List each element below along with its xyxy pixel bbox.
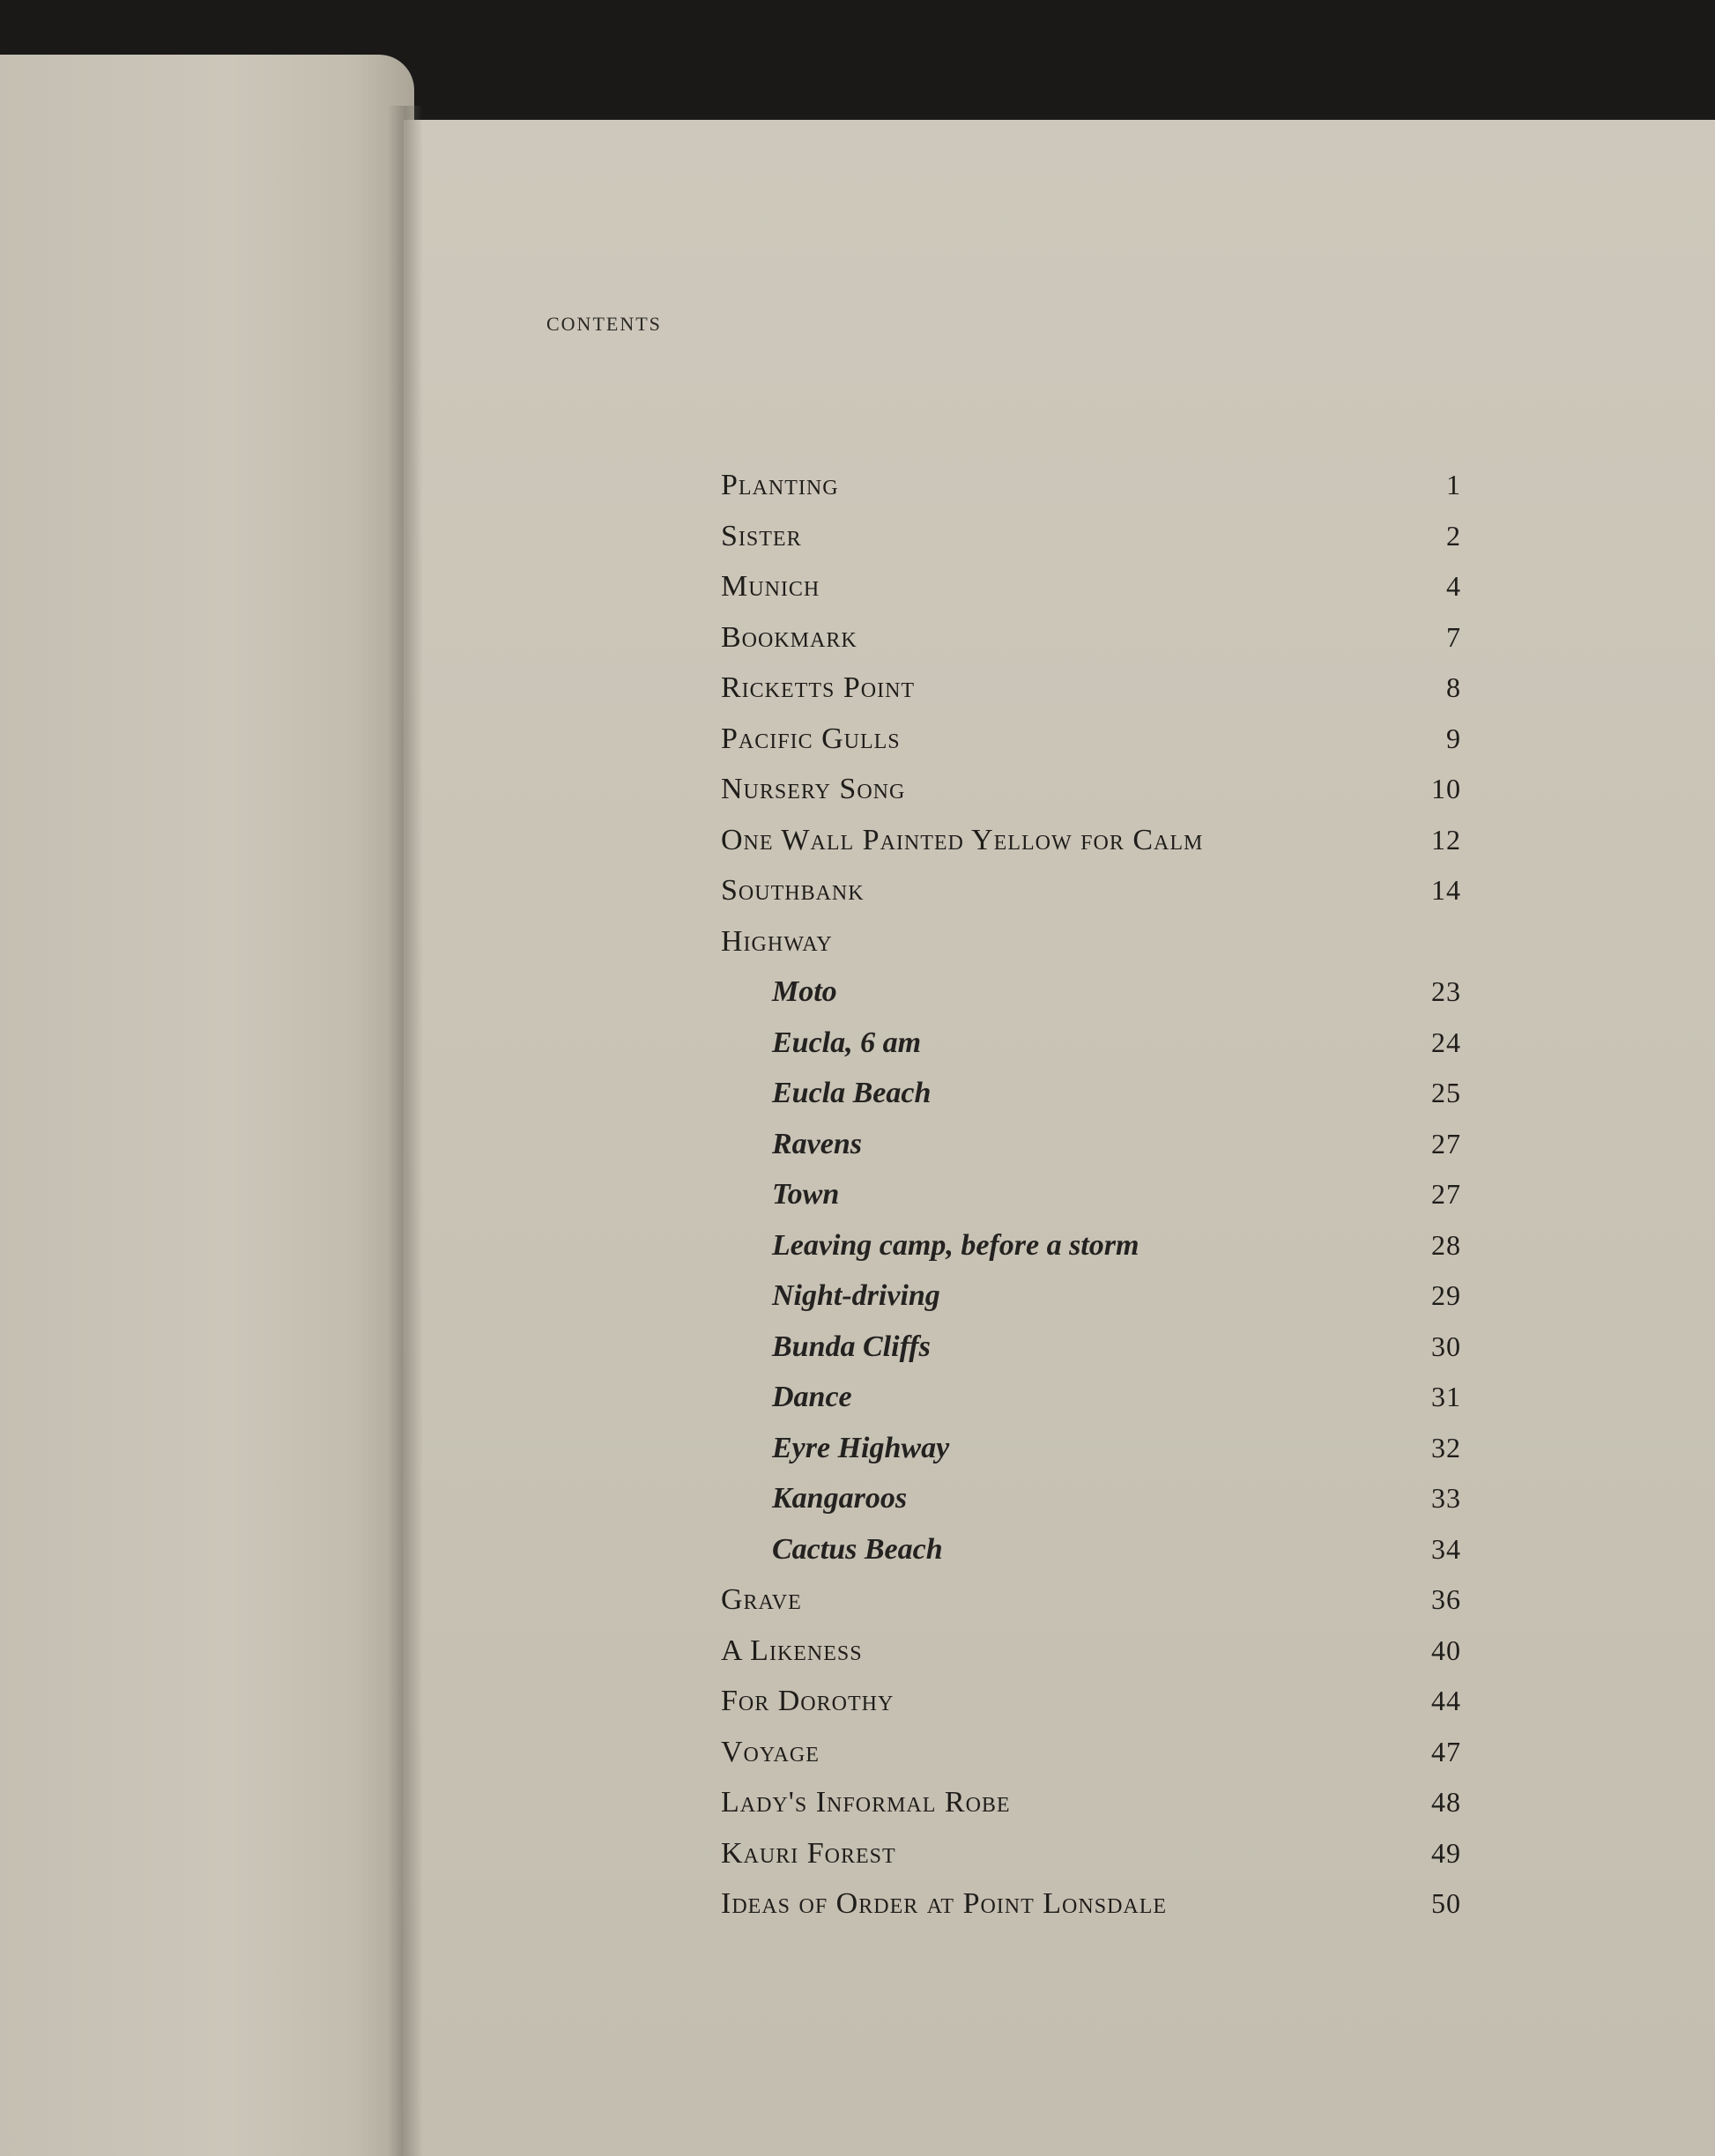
- toc-page-number: 49: [1431, 1837, 1461, 1869]
- toc-page-number: 36: [1431, 1583, 1461, 1615]
- toc-page-number: 27: [1431, 1178, 1461, 1210]
- toc-page-number: 34: [1431, 1533, 1461, 1565]
- toc-entry: [721, 1685, 1461, 1730]
- toc-entry-title: Kauri Forest: [721, 1837, 896, 1870]
- toc-page-number: 28: [1431, 1229, 1461, 1261]
- toc-page-number: 1: [1446, 469, 1461, 500]
- toc-entry-title: Munich: [721, 570, 820, 603]
- toc-entry: [721, 469, 1461, 515]
- toc-entry: [721, 874, 1461, 920]
- toc-entry-title: Ideas of Order at Point Lonsdale: [721, 1887, 1168, 1920]
- toc-entry: [721, 1482, 1461, 1528]
- toc-page-number: 44: [1431, 1685, 1461, 1716]
- toc-entry: [721, 925, 1461, 971]
- toc-entry: [721, 1634, 1461, 1680]
- toc-subentry-title: Eucla Beach: [772, 1077, 932, 1109]
- toc-entry: [721, 1128, 1461, 1174]
- toc-page-number: 30: [1431, 1330, 1461, 1362]
- toc-page-number: 10: [1431, 773, 1461, 804]
- toc-entry: [721, 570, 1461, 616]
- toc-entry: [721, 1178, 1461, 1224]
- toc-page-number: 33: [1431, 1482, 1461, 1514]
- toc-entry-title: Sister: [721, 520, 802, 552]
- toc-entry-title: One Wall Painted Yellow for Calm: [721, 824, 1204, 856]
- toc-page-number: 48: [1431, 1786, 1461, 1818]
- toc-entry: [721, 1736, 1461, 1782]
- toc-page-number: 24: [1431, 1026, 1461, 1058]
- toc-entry: [721, 1026, 1461, 1072]
- toc-page-number: 47: [1431, 1736, 1461, 1767]
- toc-entry-title: Planting: [721, 469, 839, 501]
- toc-entry-title: Nursery Song: [721, 773, 906, 805]
- toc-page-number: 27: [1431, 1128, 1461, 1159]
- toc-entry: [721, 1583, 1461, 1629]
- toc-entry-title: Lady's Informal Robe: [721, 1786, 1011, 1819]
- toc-entry-title: Highway: [721, 925, 833, 958]
- toc-page-number: 4: [1446, 570, 1461, 602]
- toc-entry: [721, 773, 1461, 819]
- toc-subentry-title: Leaving camp, before a storm: [772, 1229, 1140, 1262]
- toc-entry: [721, 824, 1461, 870]
- toc-subentry-title: Eucla, 6 am: [772, 1026, 922, 1059]
- toc-entry-title: For Dorothy: [721, 1685, 895, 1717]
- toc-page-number: 25: [1431, 1077, 1461, 1108]
- toc-entry-title: Southbank: [721, 874, 865, 907]
- toc-entry-title: Ricketts Point: [721, 671, 916, 704]
- toc-entry: [721, 1533, 1461, 1579]
- toc-page-number: 12: [1431, 824, 1461, 856]
- toc-entry-title: Pacific Gulls: [721, 722, 901, 755]
- toc-entry: [721, 1330, 1461, 1376]
- toc-subentry-title: Town: [772, 1178, 840, 1211]
- toc-page-number: 2: [1446, 520, 1461, 552]
- toc-entry: [721, 671, 1461, 717]
- toc-subentry-title: Bunda Cliffs: [772, 1330, 931, 1363]
- toc-page-number: 7: [1446, 621, 1461, 653]
- toc-subentry-title: Eyre Highway: [772, 1432, 950, 1464]
- toc-subentry-title: Cactus Beach: [772, 1533, 943, 1566]
- toc-entry: [721, 621, 1461, 667]
- toc-entry: [721, 722, 1461, 768]
- toc-page-number: 29: [1431, 1279, 1461, 1311]
- toc-entry: [721, 1432, 1461, 1478]
- toc-entry-title: Voyage: [721, 1736, 820, 1768]
- toc-page-number: 8: [1446, 671, 1461, 703]
- toc-entry-title: Bookmark: [721, 621, 858, 654]
- toc-page-number: 32: [1431, 1432, 1461, 1463]
- toc-entry-title: A Likeness: [721, 1634, 863, 1667]
- toc-page-number: 9: [1446, 722, 1461, 754]
- toc-entry: [721, 975, 1461, 1021]
- toc-page-number: 31: [1431, 1381, 1461, 1412]
- toc-subentry-title: Dance: [772, 1381, 852, 1413]
- toc-entry: [721, 1229, 1461, 1275]
- toc-page-number: 23: [1431, 975, 1461, 1007]
- toc-entry: [721, 1381, 1461, 1426]
- toc-subentry-title: Moto: [772, 975, 837, 1008]
- toc-entry: [721, 1786, 1461, 1832]
- toc-page-number: 14: [1431, 874, 1461, 906]
- toc-subentry-title: Kangaroos: [772, 1482, 908, 1515]
- toc-entry: [721, 1887, 1461, 1933]
- contents-heading: contents: [546, 305, 662, 337]
- toc-subentry-title: Night-driving: [772, 1279, 940, 1312]
- toc-entry: [721, 1837, 1461, 1883]
- toc-page-number: 50: [1431, 1887, 1461, 1919]
- toc-entry-title: Grave: [721, 1583, 802, 1616]
- toc-entry: [721, 1077, 1461, 1122]
- toc-subentry-title: Ravens: [772, 1128, 862, 1160]
- toc-entry: [721, 520, 1461, 566]
- toc-entry: [721, 1279, 1461, 1325]
- toc-page-number: 40: [1431, 1634, 1461, 1666]
